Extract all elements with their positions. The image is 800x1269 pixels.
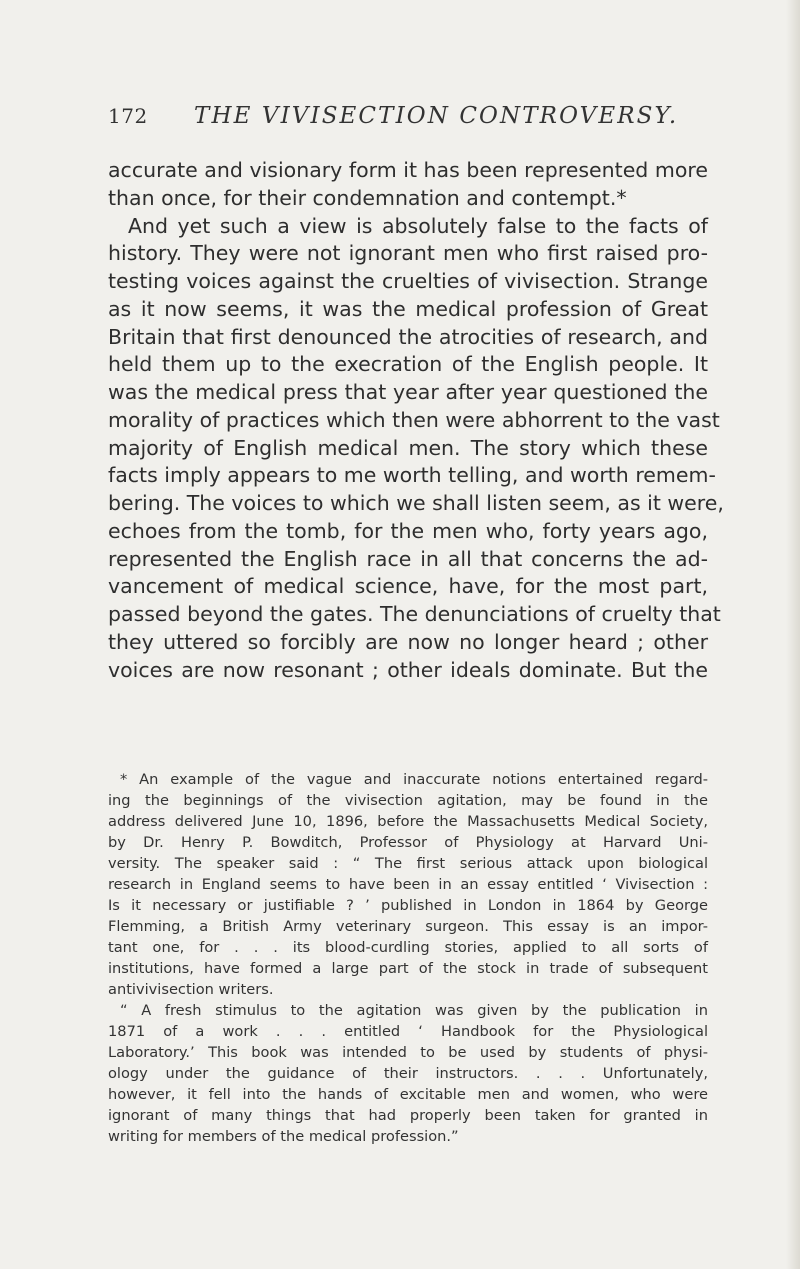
body-line: voices are now resonant ; other ideals dominate. But the [108,657,708,682]
footnote-line: institutions, have formed a large part of the stock in trade of subsequent [108,960,708,977]
footnote-line: 1871 of a work . . . entitled ‘ Handbook for the Physiological [108,1023,708,1040]
body-line: Britain that first denounced the atrocities of research, and [108,324,708,349]
body-line: history. They were not ignorant men who first raised pro- [108,241,708,266]
running-title: THE VIVISECTION CONTROVERSY. [194,103,679,129]
body-line: majority of English medical men. The story which these [108,435,708,460]
body-line: they uttered so forcibly are now no longer heard ; other [108,629,708,654]
body-line: facts imply appears to me worth telling, and worth remem- [108,463,716,488]
body-line: vancement of medical science, have, for the most part, [108,574,708,599]
footnote [108,769,708,1147]
footnote-line: however, it fell into the hands of excitable men and women, who were [108,1086,708,1103]
body-line: accurate and visionary form it has been represented more [108,158,708,182]
footnote-line: ignorant of many things that had properly been taken for granted in [108,1107,708,1124]
page-edge-shadow [786,0,800,1269]
footnote-line: ology under the guidance of their instructors. . . . Unfortunately, [108,1065,708,1082]
footnote-line: tant one, for . . . its blood-curdling stories, applied to all sorts of [108,939,708,956]
body-line: And yet such a view is absolutely false to the facts of [128,213,708,238]
footnote-line: Is it necessary or justifiable ? ’ published in London in 1864 by George [108,897,708,914]
footnote-line: * An example of the vague and inaccurate notions entertained regard- [120,771,708,788]
body-line: held them up to the execration of the English people. It [108,352,708,377]
body-line: passed beyond the gates. The denunciations of cruelty that [108,602,721,626]
footnote-line: ing the beginnings of the vivisection agitation, may be found in the [108,792,708,809]
body-line: bering. The voices to which we shall listen seem, as it were, [108,491,724,515]
footnote-line: Flemming, a British Army veterinary surgeon. This essay is an impor- [108,918,708,935]
footnote-line: antivivisection writers. [108,981,274,998]
footnote-line: versity. The speaker said : “ The first serious attack upon biological [108,855,708,872]
page-number: 172 [108,104,148,128]
footnote-line: “ A fresh stimulus to the agitation was given by the publication in [120,1002,708,1019]
page-header [108,104,708,138]
footnote-line: address delivered June 10, 1896, before the Massachusetts Medical Society, [108,813,708,830]
body-line: was the medical press that year after year questioned the [108,380,708,404]
footnote-line: writing for members of the medical profession.” [108,1128,459,1145]
body-line: represented the English race in all that concerns the ad- [108,546,708,571]
body-line: as it now seems, it was the medical profession of Great [108,296,708,321]
footnote-line: Laboratory.’ This book was intended to be used by students of physi- [108,1044,708,1061]
body-line: than once, for their condemnation and contempt.* [108,185,627,210]
body-line: morality of practices which then were abhorrent to the vast [108,407,720,432]
body-text [108,157,724,684]
footnote-line: by Dr. Henry P. Bowditch, Professor of Physiology at Harvard Uni- [108,834,708,851]
body-line: testing voices against the cruelties of vivisection. Strange [108,269,708,293]
body-line: echoes from the tomb, for the men who, forty years ago, [108,518,708,543]
footnote-line: research in England seems to have been in an essay entitled ‘ Vivisection : [108,876,708,893]
